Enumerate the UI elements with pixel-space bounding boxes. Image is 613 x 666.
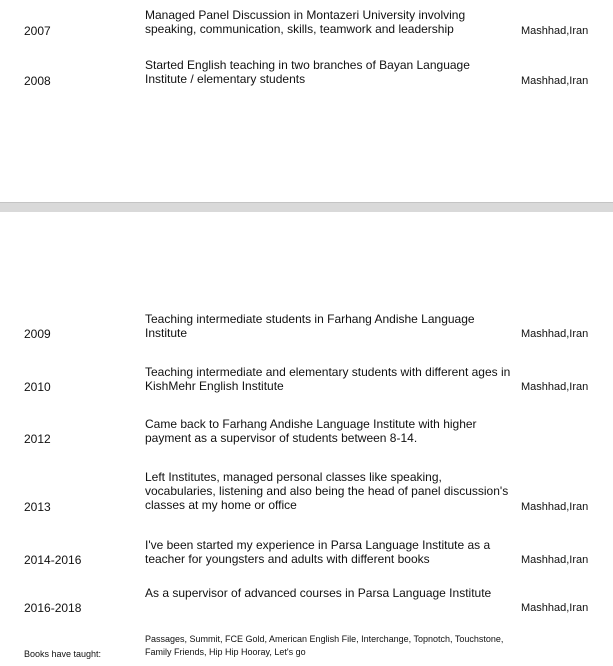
entry-year: 2014-2016 [24,553,82,567]
entry-year: 2007 [24,24,51,38]
entry-year: 2008 [24,74,51,88]
document-page-2 [0,212,613,666]
entry-year: 2013 [24,500,51,514]
entry-year: 2016-2018 [24,601,82,615]
entry-location: Mashhad,Iran [521,554,589,566]
entry-description: As a supervisor of advanced courses in Parsa Language Institute [145,586,492,600]
entry-location: Mashhad,Iran [521,25,589,37]
entry-location: Mashhad,Iran [521,501,589,513]
entry-year: 2010 [24,380,51,394]
entry-description: Teaching intermediate students in Farhang Andishe Language Institute [145,312,475,340]
document-page-1 [0,0,613,202]
entry-location: Mashhad,Iran [521,602,589,614]
entry-location: Mashhad,Iran [521,328,589,340]
books-label: Books have taught: [24,649,102,659]
entry-description: Managed Panel Discussion in Montazeri University involving speaking, communication, skills, teamwork and leadership [145,8,466,36]
books-list: Passages, Summit, FCE Gold, American English File, Interchange, Topnotch, Touchstone, Family Friends, Hip Hip Hooray, Let's go [145,634,504,657]
entry-description: Came back to Farhang Andishe Language Institute with higher payment as a supervisor of students between 8-14. [145,417,477,445]
entry-description: Teaching intermediate and elementary students with different ages in KishMehr English Institute [145,365,511,393]
entry-description: Started English teaching in two branches of Bayan Language Institute / elementary students [145,58,470,86]
entry-description: I've been started my experience in Parsa Language Institute as a teacher for youngsters and adults with different books [145,538,491,566]
entry-location: Mashhad,Iran [521,381,589,393]
entry-year: 2012 [24,432,51,446]
entry-year: 2009 [24,327,51,341]
entry-description: Left Institutes, managed personal classes like speaking, vocabularies, listening and also being the head of panel discussion's classes at my home or office [145,470,509,512]
entry-location: Mashhad,Iran [521,75,589,87]
